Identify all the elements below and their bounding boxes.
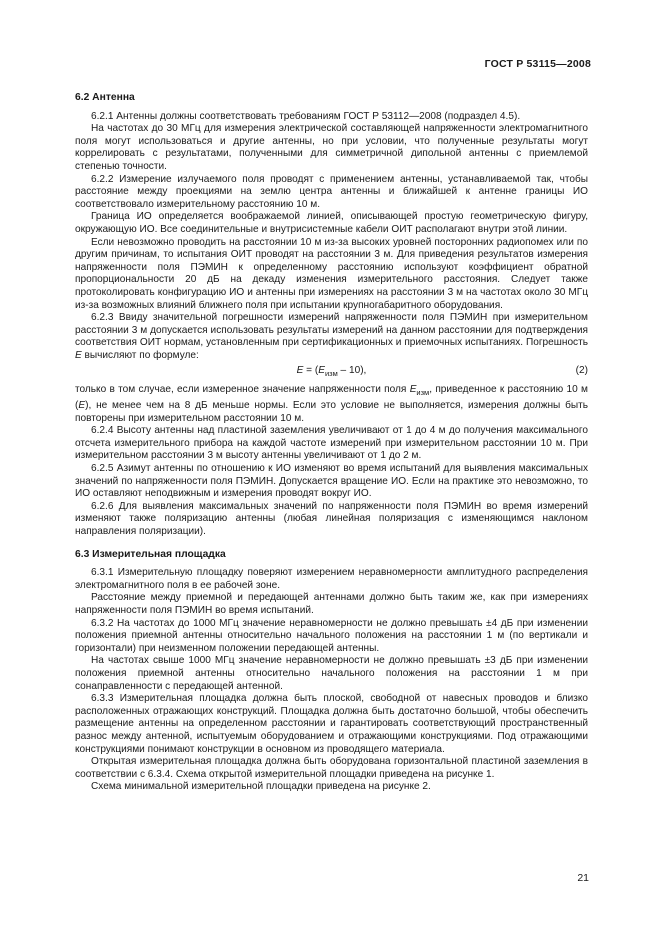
paragraph: 6.2.5 Азимут антенны по отношению к ИО изменяют во время испытаний для выявления максимальных значений по напряженности поля ПЭМИН. Допускается вращение ИО. Если на практике это невозможно, то ИО оставляют неподвижным и измерения проводят вокруг ИО.: [75, 463, 588, 500]
paragraph: Граница ИО определяется воображаемой линией, описывающей простую геометрическую фигуру, окружающую ИО. Все соединительные и внутрисистемные кабели ОИТ располагают внутри этой линии.: [75, 211, 588, 235]
section-6-2: [75, 92, 588, 539]
paragraph: 6.2.3 Ввиду значительной погрешности измерений напряженности поля ПЭМИН при измерительном расстоянии 3 м допускается использовать результаты измерений на данном расстоянии для подтверждения соответствия ОИТ нормам, установленным при сертификационных и приемочных испытаниях. Погрешность E вычисляют по формуле:: [75, 312, 588, 361]
formula-expression: $E = (E_{изм} - 10)$,: [296, 365, 367, 379]
section-title-6-3: 6.3 Измерительная площадка: [75, 548, 226, 560]
paragraph: только в том случае, если измеренное значение напряженности поля $E_{изм}$, приведенное к расстоянию 10 м (E), не менее чем на 8 дБ меньше нормы. Если это условие не выполняется, измерения должны быть повторены при измерительном расстоянии 10 м.: [75, 384, 588, 424]
section-title-6-2: 6.2 Антенна: [75, 92, 135, 103]
paragraph: 6.2.1 Антенны должны соответствовать требованиям ГОСТ Р 53112—2008 (подраздел 4.5).: [91, 110, 521, 122]
formula-2: [75, 365, 588, 381]
paragraph: На частотах до 30 МГц для измерения электрической составляющей напряженности электромагнитного поля могут использоваться и другие антенны, но при условии, что полученные результаты могут коррелировать с результатами, полученными для симметричной дипольной антенны с приемлемой степенью точности.: [75, 123, 588, 172]
paragraph: 6.2.6 Для выявления максимальных значений по напряженности поля ПЭМИН во время измерений изменяют также поляризацию антенны (любая линейная поляризация с изменяющимся наклоном направления поляризации).: [75, 500, 588, 538]
paragraph: На частотах свыше 1000 МГц значение неравномерности не должно превышать ±3 дБ при изменении положения приемной антенны относительно начального положения на расстоянии 1 м при сонаправленности с передающей антенной.: [75, 655, 588, 692]
paragraph: 6.2.2 Измерение излучаемого поля проводят с применением антенны, устанавливаемой так, чтобы расстояние между проекциями на землю центра антенны и ближайшей к антенне границы ИО соответствовало измерительному расстоянию 10 м.: [75, 173, 588, 210]
paragraph: Расстояние между приемной и передающей антеннами должно быть таким же, как при измерениях напряженности поля ПЭМИН во время испытаний.: [75, 592, 588, 616]
page-number: 21: [577, 872, 589, 884]
paragraph: Схема минимальной измерительной площадки приведена на рисунке 2.: [91, 781, 431, 793]
paragraph: 6.3.1 Измерительную площадку поверяют измерением неравномерности амплитудного распределения электромагнитного поля в ее рабочей зоне.: [75, 567, 588, 591]
formula-number: (2): [575, 365, 588, 377]
document-header: ГОСТ Р 53115—2008: [484, 58, 591, 70]
paragraph: 6.2.4 Высоту антенны над пластиной заземления увеличивают от 1 до 4 м до получения максимального отсчета измерительного прибора на каждой частоте измерений при измерительном расстоянии 10 м. При измерительном расстоянии 3 м высоту антенны увеличивают от 1 до 2 м.: [75, 425, 588, 462]
section-6-3: [75, 549, 588, 794]
paragraph: Если невозможно проводить на расстоянии 10 м из-за высоких уровней посторонних радиопомех или по другим причинам, то испытания ОИТ проводят на расстоянии 3 м. Для приведения результатов измерения напряженности поля ПЭМИН к определенному расстоянию используют коэффициент обратной пропорциональности 20 дБ на декаду изменения измерительного расстояния. Следует также протоколировать конфигурацию ИО и антенны при измерениях на расстоянии 3 м на частотах около 30 МГц из-за возможных влияний ближнего поля при испытании крупногабаритного оборудования.: [75, 236, 588, 311]
document-body: [75, 92, 588, 794]
paragraph: 6.3.2 На частотах до 1000 МГц значение неравномерности не должно превышать ±4 дБ при изменении положения приемной антенны относительно начального положения на расстоянии 1 м (по вертикали и горизонтали) при неизменном положении передающей антенны.: [75, 617, 588, 654]
paragraph: 6.3.3 Измерительная площадка должна быть плоской, свободной от навесных проводов и близко расположенных отражающих конструкций. Площадка должна быть достаточно большой, чтобы обеспечить размещение антенны на определенном расстоянии и гарантировать соответствующий пространственный разнос между антенной, испытуемым оборудованием и отражающими конструкциями. Под отражающими конструкциями понимают конструкции в основном из проводящего материала.: [75, 693, 588, 755]
paragraph: Открытая измерительная площадка должна быть оборудована горизонтальной пластиной заземления в соответствии с 6.3.4. Схема открытой измерительной площадки приведена на рисунке 1.: [75, 756, 588, 780]
